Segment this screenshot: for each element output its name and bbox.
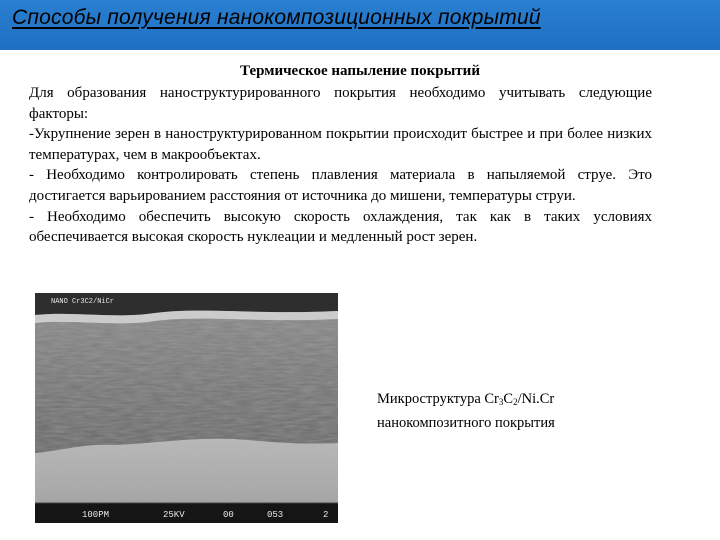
micrograph-label: NANO Cr3C2/NiCr xyxy=(51,298,115,306)
field-b-label: 053 xyxy=(267,510,284,520)
caption-text: /Ni.Cr xyxy=(517,391,555,407)
section-subtitle: Термическое напыление покрытий xyxy=(240,63,480,79)
caption-subscript: 3 xyxy=(498,397,504,407)
paragraph: - Необходимо обеспечить высокую скорость охлаждения, так как в таких условиях обеспечивается высокая скорость нуклеации и медленный рост зерен. xyxy=(29,208,652,246)
slide-header xyxy=(0,0,720,50)
caption-line-2: нанокомпозитного покрытия xyxy=(377,415,555,431)
caption-text: C xyxy=(503,391,514,407)
caption-subscript: 2 xyxy=(513,397,518,407)
paragraph: -Укрупнение зерен в наноструктурированном покрытии происходит быстрее и при более низких температурах, чем в макрообъектах. xyxy=(29,126,652,163)
scale-bar-label: 100PM xyxy=(82,510,110,520)
voltage-label: 25KV xyxy=(163,510,185,520)
field-c-label: 2 xyxy=(323,510,329,520)
caption-line-1 xyxy=(377,389,637,413)
slide-title: Способы получения нанокомпозиционных покрытий xyxy=(12,6,541,29)
paragraph: - Необходимо контролировать степень плавления материала в напыляемой струе. Это достигается варьированием расстояния от источника до мишени, температуры струи. xyxy=(29,167,652,204)
micrograph-caption xyxy=(377,389,637,434)
paragraph: Для образования наноструктурированного покрытия необходимо учитывать следующие факторы: xyxy=(29,85,652,122)
caption-text: Микроструктура Cr xyxy=(377,391,499,407)
body-text xyxy=(29,83,652,248)
sem-micrograph-image xyxy=(35,293,338,523)
field-a-label: 00 xyxy=(223,510,234,520)
